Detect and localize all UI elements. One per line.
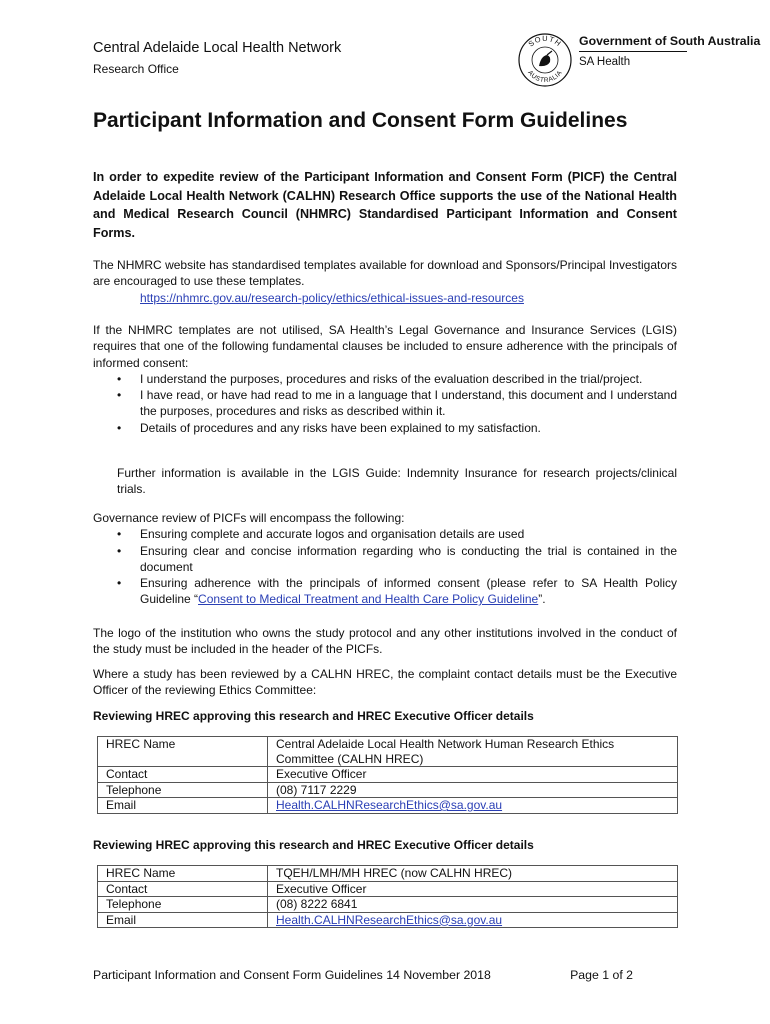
seal-text-bottom: AUSTRALIA	[526, 69, 564, 85]
clauses-list	[93, 371, 677, 436]
list-item: • Ensuring complete and accurate logos and organisation details are used	[93, 526, 677, 542]
intro-paragraph: In order to expedite review of the Participant Information and Consent Form (PICF) the Central Adelaide Local Health Network (CALHN) Research Office supports the use of the National Health and Medical Research Council (NHMRC) Standardised Participant Information and Consent Forms.	[93, 170, 677, 240]
consent-policy-link[interactable]: Consent to Medical Treatment and Health Care Policy Guideline	[198, 592, 539, 607]
table-cell-value: (08) 7117 2229	[268, 782, 678, 798]
table-row	[98, 912, 678, 928]
table-cell-value: Executive Officer	[268, 767, 678, 783]
list-item: • I have read, or have had read to me in a language that I understand, this document and I understand the purposes, procedures and risks as described within it.	[93, 387, 677, 420]
org-subtitle: Research Office	[93, 62, 179, 76]
seal-text-top: SOUTH	[526, 33, 564, 49]
templates-paragraph: The NHMRC website has standardised templates available for download and Sponsors/Principal Investigators are encouraged to use these templates.	[93, 258, 677, 289]
hrec-table-2	[97, 865, 678, 928]
table-row	[98, 798, 678, 814]
clauses-paragraph: If the NHMRC templates are not utilised, SA Health’s Legal Governance and Insurance Services (LGIS) requires that one of the following fundamental clauses be included to ensure adherence with the principals of informed consent:	[93, 323, 677, 370]
bullet-text-end: ”.	[538, 592, 546, 607]
table-cell-label: Telephone	[98, 897, 268, 913]
sa-government-seal-icon	[517, 32, 573, 88]
logo-paragraph: The logo of the institution who owns the study protocol and any other institutions involved in the conduct of the study must be included in the header of the PICFs.	[93, 626, 677, 657]
footer-doc-title: Participant Information and Consent Form Guidelines 14 November 2018	[93, 968, 491, 982]
templates-section	[93, 257, 677, 306]
bullet-text: Ensuring adherence with the principals of informed consent (please refer to SA Health Policy Guideline “	[140, 576, 677, 607]
table-row	[98, 881, 678, 897]
governance-list	[93, 526, 677, 607]
table-cell-label: HREC Name	[98, 866, 268, 882]
governance-paragraph: Governance review of PICFs will encompass the following:	[93, 511, 405, 525]
table-cell-label: Email	[98, 798, 268, 814]
table-row	[98, 767, 678, 783]
table1-heading: Reviewing HREC approving this research and HREC Executive Officer details	[93, 709, 534, 723]
table-row	[98, 897, 678, 913]
table-cell-label: Email	[98, 912, 268, 928]
hrec-table-1	[97, 736, 678, 814]
table-row	[98, 782, 678, 798]
table-row	[98, 866, 678, 882]
government-title: Government of South Australia	[579, 34, 761, 48]
table-cell-label: Contact	[98, 767, 268, 783]
org-name: Central Adelaide Local Health Network	[93, 40, 342, 56]
list-item	[93, 575, 677, 608]
table-cell-label: HREC Name	[98, 737, 268, 767]
list-item: • Ensuring clear and concise information regarding who is conducting the trial is contained in the document	[93, 543, 677, 576]
table-cell-value: (08) 8222 6841	[268, 897, 678, 913]
table-cell-label: Contact	[98, 881, 268, 897]
page-footer	[93, 968, 633, 982]
svg-text:SOUTH	[527, 34, 564, 49]
email-link[interactable]: Health.CALHNResearchEthics@sa.gov.au	[276, 798, 503, 812]
further-info-paragraph: Further information is available in the LGIS Guide: Indemnity Insurance for research projects/clinical trials.	[117, 466, 677, 497]
government-logo	[517, 32, 761, 85]
email-link[interactable]: Health.CALHNResearchEthics@sa.gov.au	[276, 912, 503, 927]
table2-heading: Reviewing HREC approving this research and HREC Executive Officer details	[93, 838, 534, 852]
logo-divider	[579, 51, 687, 52]
list-item: • Details of procedures and any risks have been explained to my satisfaction.	[93, 420, 677, 436]
government-subtitle: SA Health	[579, 56, 631, 68]
table-cell-value: Executive Officer	[268, 881, 678, 897]
governance-section	[93, 510, 677, 608]
table-cell-value: Central Adelaide Local Health Network Human Research Ethics Committee (CALHN HREC)	[268, 737, 678, 767]
clauses-section	[93, 322, 677, 436]
table-cell-value: TQEH/LMH/MH HREC (now CALHN HREC)	[268, 866, 678, 882]
complaint-paragraph: Where a study has been reviewed by a CALHN HREC, the complaint contact details must be the Executive Officer of the reviewing Ethics Committee:	[93, 667, 677, 698]
nhmrc-link[interactable]: https://nhmrc.gov.au/research-policy/ethics/ethical-issues-and-resources	[140, 290, 524, 305]
table-row	[98, 737, 678, 767]
page-number: Page 1 of 2	[570, 968, 633, 982]
page-title: Participant Information and Consent Form Guidelines	[93, 109, 628, 132]
list-item: • I understand the purposes, procedures and risks of the evaluation described in the trial/project.	[93, 371, 677, 387]
table-cell-label: Telephone	[98, 782, 268, 798]
